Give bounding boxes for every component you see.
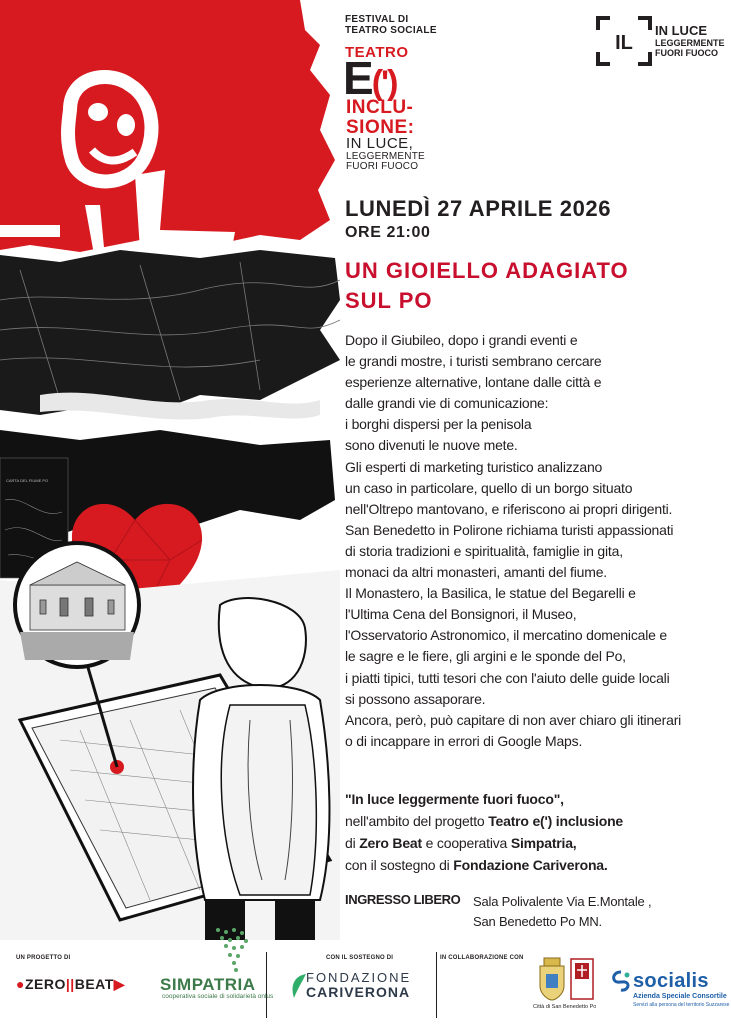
zerobeat-logo: ●ZERO||BEAT▶ (16, 976, 126, 992)
closing-l3-pre: di (345, 835, 360, 851)
footer-divider (266, 952, 267, 1018)
event-title-line1: UN GIOIELLO ADAGIATO (345, 258, 629, 283)
socialis-subtitle: Azienda Speciale Consortile (633, 993, 727, 1000)
body-line: si possono assaporare. (345, 690, 486, 707)
body-line: sono divenuti le nuove mete. (345, 437, 518, 454)
closing-l3-bold1: Zero Beat (359, 835, 422, 851)
red-torn-block (0, 0, 335, 252)
event-time: ORE 21:00 (345, 224, 431, 241)
inluce-sub1: LEGGERMENTE (655, 38, 725, 48)
inluce-sub2: FUORI FUOCO (655, 48, 718, 58)
logo-inclusione (346, 98, 414, 138)
socialis-subtitle2: Servizi alla persona del territorio Suzzarese (633, 1002, 730, 1008)
body-line: Il Monastero, la Basilica, le statue del Begarelli e (345, 585, 636, 602)
magnifier-church (15, 543, 139, 667)
event-title (345, 256, 725, 316)
body-line: le sagre e le fiere, gli argini e le sponde del Po, (345, 648, 626, 665)
body-line: esperienze alternative, lontane dalle città e (345, 374, 602, 391)
socialis-swirl-icon (610, 970, 632, 992)
logo-leggermente-line: LEGGERMENTE (346, 151, 425, 162)
body-line: Gli esperti di marketing turistico analizzano (345, 458, 603, 475)
logo-paren: (') (371, 64, 397, 102)
label-sostegno: CON IL SOSTEGNO DI (326, 955, 394, 961)
body-line: i piatti tipici, tutti tesori che con l'aiuto delle guide locali (345, 669, 670, 686)
body-line: monaci da altri monasteri, amanti del fiume. (345, 564, 607, 581)
citta-label: Città di San Benedetto Po (533, 1004, 597, 1010)
body-line: o di incappare in errori di Google Maps. (345, 732, 583, 749)
closing-text (345, 788, 725, 876)
inluce-title: IN LUCE (655, 23, 707, 38)
closing-l3-bold2: Simpatria, (510, 835, 577, 851)
poster-artwork (0, 0, 340, 940)
logo-in-luce: IN LUCE, (346, 135, 414, 152)
body-line: un caso in particolare, quello di un borgo situato (345, 479, 633, 496)
body-line: San Benedetto in Polirone richiama turisti appassionati (345, 521, 674, 538)
closing-quote: "In luce leggermente fuori fuoco", (345, 791, 564, 807)
body-line: Dopo il Giubileo, dopo i grandi eventi e (345, 332, 578, 348)
closing-l3-mid: e cooperativa (421, 835, 511, 851)
logo-fuori-fuoco-line: FUORI FUOCO (346, 161, 419, 172)
simpatria-logo: SIMPATRIA (160, 975, 256, 994)
body-line: i borghi dispersi per la penisola (345, 416, 532, 433)
map-doc-title: CARTA DEL FIUME PO (6, 478, 49, 483)
zero-dot-icon: ● (16, 976, 25, 992)
closing-l2-pre: nell'ambito del progetto (345, 813, 489, 829)
city-crest-icon (536, 956, 568, 1002)
body-line: dalle grandi vie di comunicazione: (345, 395, 549, 412)
body-line: l'Osservatorio Astronomico, il mercatino domenicale e (345, 627, 667, 644)
logo-sione: SIONE: (346, 117, 415, 138)
venue-line1: Sala Polivalente Via E.Montale , (473, 894, 652, 909)
label-progetto: UN PROGETTO DI (16, 955, 71, 961)
festival-label (345, 14, 437, 36)
festival-line1: FESTIVAL DI (345, 14, 409, 25)
footer-divider (436, 952, 437, 1018)
closing-l4-bold: Fondazione Cariverona. (453, 857, 608, 873)
map-band (0, 250, 340, 415)
body-text (345, 330, 725, 752)
zero-text: ZERO (24, 976, 66, 992)
beat-text: BEAT (74, 976, 114, 992)
simpatria-dots-icon (208, 926, 258, 974)
cariverona-text: CARIVERONA (306, 984, 411, 1000)
fondazione-text: FONDAZIONE (306, 970, 412, 985)
inluce-monogram: IL (615, 32, 633, 54)
closing-l4-pre: con il sostegno di (345, 857, 454, 873)
logo-leggermente (346, 152, 425, 172)
venue-line2: San Benedetto Po MN. (473, 914, 602, 929)
body-line: nell'Oltrepo mantovano, e riferiscono ai propri dirigenti. (345, 500, 673, 517)
body-line: le grandi mostre, i turisti sembrano cercare (345, 353, 602, 370)
label-collaborazione: IN COLLABORAZIONE CON (440, 955, 524, 961)
body-line: l'Ultima Cena del Bonsignori, il Museo, (345, 606, 577, 623)
logo-teatro: TEATRO (345, 44, 409, 61)
festival-line2: TEATRO SOCIALE (345, 25, 437, 36)
logo-inclu: INCLU- (346, 97, 414, 118)
casa-sanbenedetto-icon (570, 958, 594, 1000)
inluce-brackets-icon (596, 16, 652, 66)
inluce-subtitle (655, 38, 725, 58)
logo-e-letter: E (343, 52, 372, 104)
simpatria-subtitle: cooperativa sociale di solidarietà onlus (162, 993, 274, 1000)
event-date: LUNEDÌ 27 APRILE 2026 (345, 196, 612, 221)
socialis-logo: socialis (633, 970, 709, 992)
body-line: Ancora, però, può capitare di non aver chiaro gli itinerari (345, 711, 682, 728)
body-line: di storia tradizioni e spiritualità, famiglie in gita, (345, 542, 623, 559)
venue (473, 892, 651, 932)
event-title-line2: SUL PO (345, 288, 433, 313)
closing-l2-bold: Teatro e(') inclusione (488, 813, 624, 829)
admission-label: INGRESSO LIBERO (345, 892, 461, 907)
